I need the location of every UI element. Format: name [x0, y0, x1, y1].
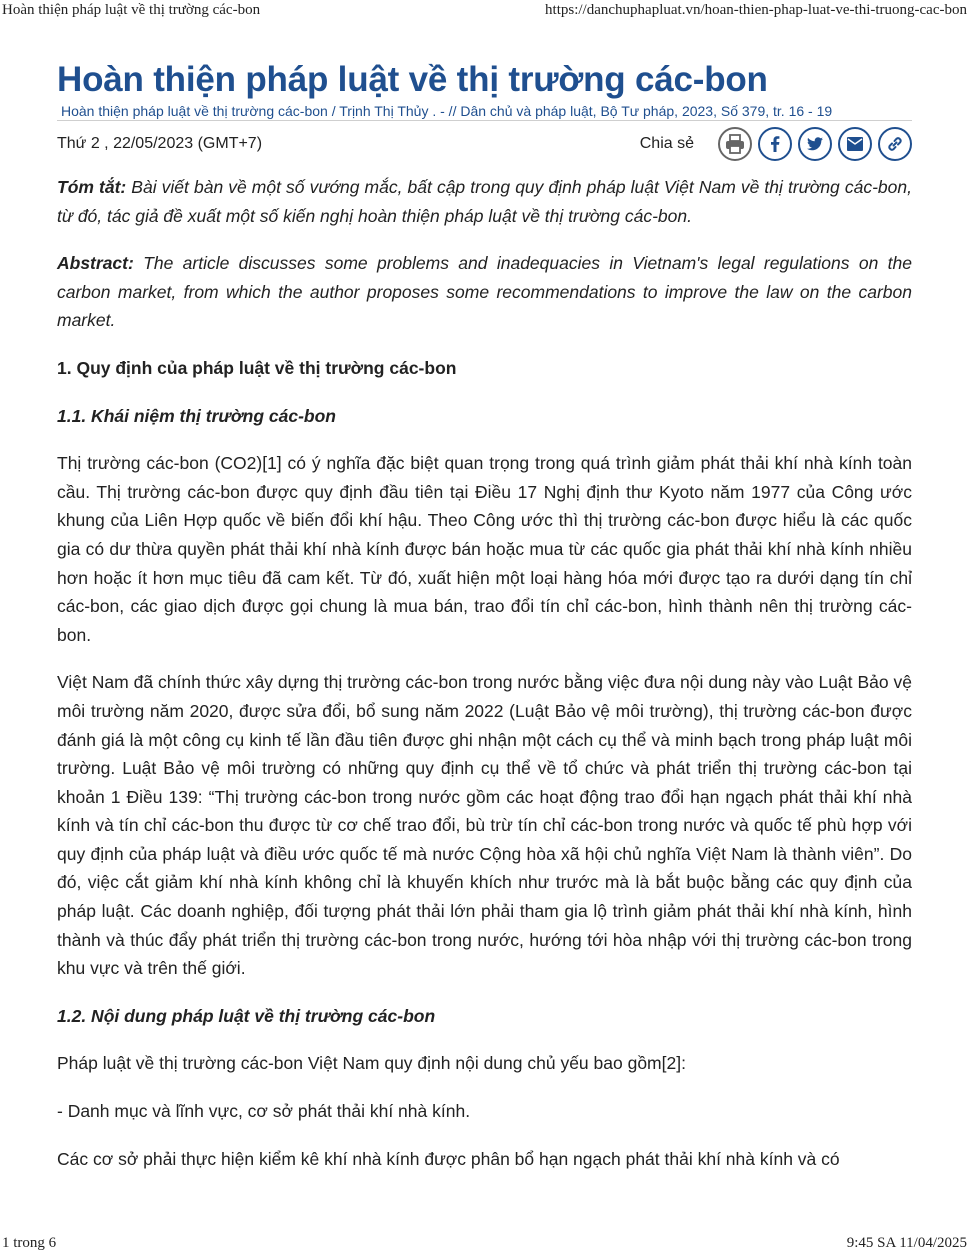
link-icon	[885, 134, 905, 154]
summary-text: Bài viết bàn về một số vướng mắc, bất cập trong quy định pháp luật Việt Nam về thị trường các-bon, từ đó, tác giả đề xuất một số kiến nghị hoàn thiện pháp luật về thị trường các-bon.	[57, 177, 912, 226]
print-header-url: https://danchuphapluat.vn/hoan-thien-phap-luat-ve-thi-truong-cac-bon	[545, 2, 967, 18]
abstract-text: The article discusses some problems and inadequacies in Vietnam's legal regulations on the carbon market, from which the author proposes some recommendations to improve the law on the carbon market.	[57, 253, 912, 331]
summary-paragraph	[57, 173, 912, 230]
paragraph: Thị trường các-bon (CO2)[1] có ý nghĩa đặc biệt quan trọng trong quá trình giảm phát thải khí nhà kính toàn cầu. Thị trường các-bon được quy định đầu tiên tại Điều 17 Nghị định thư Kyoto năm 1977 của Công ước khung của Liên Hợp quốc về biến đổi khí hậu. Theo Công ước thì thị trường các-bon được hiểu là các quốc gia có dư thừa quyền phát thải khí nhà kính được bán hoặc mua từ các quốc gia phát thải khí nhà kính nhiều hơn hoặc ít hơn mục tiêu đã cam kết. Từ đó, xuất hiện một loại hàng hóa mới được tạo ra dưới dạng tín chỉ các-bon, các giao dịch được gọi chung là mua bán, trao đổi tín chỉ các-bon, hình thành nên thị trường các-bon.	[57, 453, 912, 645]
paragraph: Các cơ sở phải thực hiện kiểm kê khí nhà kính được phân bổ hạn ngạch phát thải khí nhà kính và có	[57, 1148, 840, 1169]
twitter-icon	[805, 134, 825, 154]
section-heading: 1. Quy định của pháp luật về thị trường các-bon	[57, 357, 457, 378]
facebook-icon	[765, 134, 785, 154]
abstract-paragraph	[57, 249, 912, 335]
share-bar	[640, 127, 912, 161]
print-icon	[724, 133, 746, 155]
subsection-heading: 1.1. Khái niệm thị trường các-bon	[57, 405, 337, 426]
article	[57, 58, 912, 1173]
print-timestamp: 9:45 SA 11/04/2025	[846, 1235, 967, 1251]
paragraph: Việt Nam đã chính thức xây dựng thị trường các-bon trong nước bằng việc đưa nội dung này vào Luật Bảo vệ môi trường năm 2020, được sửa đổi, bổ sung năm 2022 (Luật Bảo vệ môi trường), thị trường các-bon được đánh giá là một công cụ kinh tế lần đầu tiên được ghi nhận một cách cụ thể và minh bạch trong pháp luật môi trường. Luật Bảo vệ môi trường có những quy định cụ thể về tổ chức và phát triển thị trường các-bon tại khoản 1 Điều 139: “Thị trường các-bon trong nước gồm các hoạt động trao đổi hạn ngạch phát thải khí nhà kính và tín chỉ các-bon thu được từ cơ chế trao đổi, bù trừ tín chỉ các-bon trong nước và quốc tế phù hợp với quy định của pháp luật và điều ước quốc tế mà nước Cộng hòa xã hội chủ nghĩa Việt Nam là thành viên”. Do đó, việc cắt giảm khí nhà kính không chỉ là khuyến khích như trước mà là bắt buộc bằng các quy định của pháp luật. Các doanh nghiệp, đối tượng phát thải lớn phải tham gia lộ trình giảm phát thải khí nhà kính, hình thành và thúc đẩy phát triển thị trường các-bon trong nước, hướng tới hòa nhập với thị trường các-bon trong khu vực và trên thế giới.	[57, 672, 912, 979]
subsection-heading: 1.2. Nội dung pháp luật về thị trường các-bon	[57, 1005, 436, 1026]
copy-link-button[interactable]	[878, 127, 912, 161]
abstract-label: Abstract:	[57, 253, 134, 274]
print-button[interactable]	[718, 127, 752, 161]
meta-row	[57, 121, 912, 167]
email-icon	[845, 134, 865, 154]
article-title: Hoàn thiện pháp luật về thị trường các-bon	[57, 60, 768, 99]
article-citation-link[interactable]: Hoàn thiện pháp luật về thị trường các-bon / Trịnh Thị Thủy . - // Dân chủ và pháp luật, Bộ Tư pháp, 2023, Số 379, tr. 16 - 19	[61, 103, 833, 119]
print-header	[2, 2, 967, 19]
article-body	[57, 173, 912, 1173]
email-share-button[interactable]	[838, 127, 872, 161]
paragraph: Pháp luật về thị trường các-bon Việt Nam quy định nội dung chủ yếu bao gồm[2]:	[57, 1053, 686, 1074]
print-header-title: Hoàn thiện pháp luật về thị trường các-bon	[2, 2, 261, 18]
share-label: Chia sẻ	[639, 135, 694, 152]
page-counter: 1 trong 6	[2, 1235, 57, 1251]
publish-date: Thứ 2 , 22/05/2023 (GMT+7)	[57, 135, 263, 152]
facebook-share-button[interactable]	[758, 127, 792, 161]
paragraph: - Danh mục và lĩnh vực, cơ sở phát thải khí nhà kính.	[57, 1101, 471, 1122]
summary-label: Tóm tắt:	[57, 177, 127, 197]
print-footer	[2, 1235, 967, 1252]
twitter-share-button[interactable]	[798, 127, 832, 161]
